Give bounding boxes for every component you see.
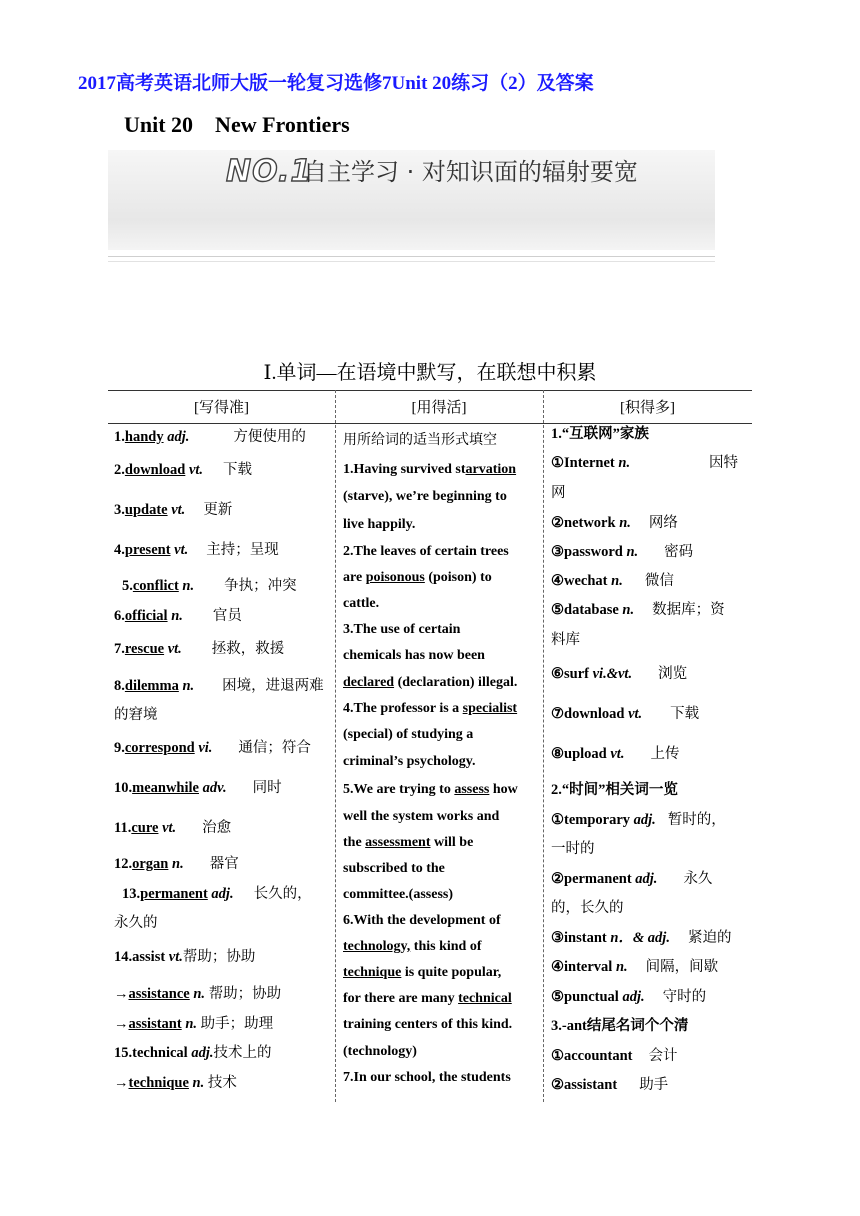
column-use <box>343 390 539 1102</box>
list-item: 3.update vt. 更新 <box>114 502 233 518</box>
list-item: ③instant n．& adj. 紧迫的 <box>551 930 732 946</box>
list-item: ③password n. 密码 <box>551 544 694 560</box>
list-item: ②network n. 网络 <box>551 515 678 531</box>
sentence-line: 7.In our school, the students <box>343 1070 511 1085</box>
list-item: 13.permanent adj. 长久的， <box>122 886 312 902</box>
list-item: ②permanent adj. 永久 <box>551 871 713 887</box>
list-item: ②assistant 助手 <box>551 1077 669 1093</box>
sentence-line: criminal’s psychology. <box>343 754 476 769</box>
list-item: 11.cure vt. 治愈 <box>114 820 232 836</box>
list-item-continuation: 一时的 <box>551 841 595 857</box>
list-item: →technique n. 技术 <box>114 1075 237 1091</box>
vocab-table <box>108 390 752 1102</box>
sentence-line: (special) of studying a <box>343 727 474 742</box>
list-item: 4.present vt. 主持；呈现 <box>114 542 279 558</box>
sentence-line: live happily. <box>343 517 416 532</box>
list-item: 14.assist vt.帮助；协助 <box>114 949 256 965</box>
sentence-line: well the system works and <box>343 809 500 824</box>
group-heading: 3.-ant结尾名词个个清 <box>551 1018 689 1034</box>
list-item-continuation: 的，长久的 <box>551 900 624 916</box>
header-col3: [积得多] <box>620 400 675 416</box>
sentence-line: committee.(assess) <box>343 887 454 902</box>
list-item: 15.technical adj.技术上的 <box>114 1045 272 1061</box>
list-item: ⑧upload vt. 上传 <box>551 746 680 762</box>
list-item: →assistance n. 帮助；协助 <box>114 986 282 1002</box>
header-col1: [写得准] <box>194 400 249 416</box>
sentence-line: training centers of this kind. <box>343 1017 513 1032</box>
header-col2: [用得活] <box>411 400 467 416</box>
sentence-line: subscribed to the <box>343 861 445 876</box>
list-item: →assistant n. 助手；助理 <box>114 1016 274 1032</box>
divider <box>108 256 715 257</box>
list-item-continuation: 料库 <box>551 632 580 648</box>
list-item: 10.meanwhile adv. 同时 <box>114 780 282 796</box>
list-item: 7.rescue vt. 拯救，救援 <box>114 641 285 657</box>
sentence-line: 4.The professor is a specialist <box>343 701 518 716</box>
sentence-line: (technology) <box>343 1044 417 1059</box>
section-title: Ⅰ.单词—在语境中默写，在联想中积累 <box>263 362 597 384</box>
list-item: ①temporary adj. 暂时的， <box>551 812 726 828</box>
column-accumulate <box>551 390 751 1102</box>
list-item-continuation: 的窘境 <box>114 707 158 723</box>
document-title: 2017高考英语北师大版一轮复习选修7Unit 20练习（2）及答案 <box>78 73 594 94</box>
sentence-line: are poisonous (poison) to <box>343 570 492 585</box>
list-item: 12.organ n. 器官 <box>114 856 239 872</box>
list-item: ⑤punctual adj. 守时的 <box>551 989 707 1005</box>
sentence-line: chemicals has now been <box>343 648 485 663</box>
column-divider <box>335 390 336 1102</box>
list-item: 5.conflict n. 争执；冲突 <box>122 578 297 594</box>
sentence-line: the assessment will be <box>343 835 474 850</box>
sentence-line: for there are many technical <box>343 991 512 1006</box>
banner-text: 自主学习 · 对知识面的辐射要宽 <box>303 158 638 186</box>
list-item: ⑥surf vi.&vt. 浏览 <box>551 666 688 682</box>
list-item: 2.download vt. 下载 <box>114 462 253 478</box>
sentence-line: 1.Having survived starvation <box>343 462 517 477</box>
group-heading: 2.“时间”相关词一览 <box>551 782 678 798</box>
sentence-line: 6.With the development of <box>343 913 501 928</box>
sentence-line: technique is quite popular, <box>343 965 502 980</box>
sentence-line: 3.The use of certain <box>343 622 461 637</box>
list-item-continuation: 永久的 <box>114 915 158 931</box>
list-item: ⑦download vt. 下载 <box>551 706 700 722</box>
list-item-continuation: 网 <box>551 485 566 501</box>
group-heading: 1.“互联网”家族 <box>551 426 649 442</box>
list-item: ④wechat n. 微信 <box>551 573 674 589</box>
list-item: 9.correspond vi. 通信；符合 <box>114 740 311 756</box>
list-item: ①Internet n. 因特 <box>551 455 738 471</box>
sentence-line: cattle. <box>343 596 380 611</box>
list-item: ①accountant 会计 <box>551 1048 678 1064</box>
list-item: 6.official n. 官员 <box>114 608 242 624</box>
list-item: 1.handy adj. 方便使用的 <box>114 429 306 445</box>
column-divider <box>543 390 544 1102</box>
instruction: 用所给词的适当形式填空 <box>343 433 497 448</box>
banner-number: NO.1 <box>226 154 313 189</box>
list-item: ⑤database n. 数据库；资 <box>551 602 725 618</box>
sentence-line: 5.We are trying to assess how <box>343 782 518 797</box>
sentence-line: technology, this kind of <box>343 939 482 954</box>
sentence-line: 2.The leaves of certain trees <box>343 544 509 559</box>
section-banner <box>108 150 715 250</box>
sentence-line: (starve), we’re beginning to <box>343 489 507 504</box>
divider <box>108 261 715 262</box>
unit-title: Unit 20 New Frontiers <box>124 112 350 137</box>
column-write <box>114 390 329 1102</box>
sentence-line: declared (declaration) illegal. <box>343 675 518 690</box>
list-item: 8.dilemma n. 困境，进退两难 <box>114 678 324 694</box>
list-item: ④interval n. 间隔，间歇 <box>551 959 719 975</box>
